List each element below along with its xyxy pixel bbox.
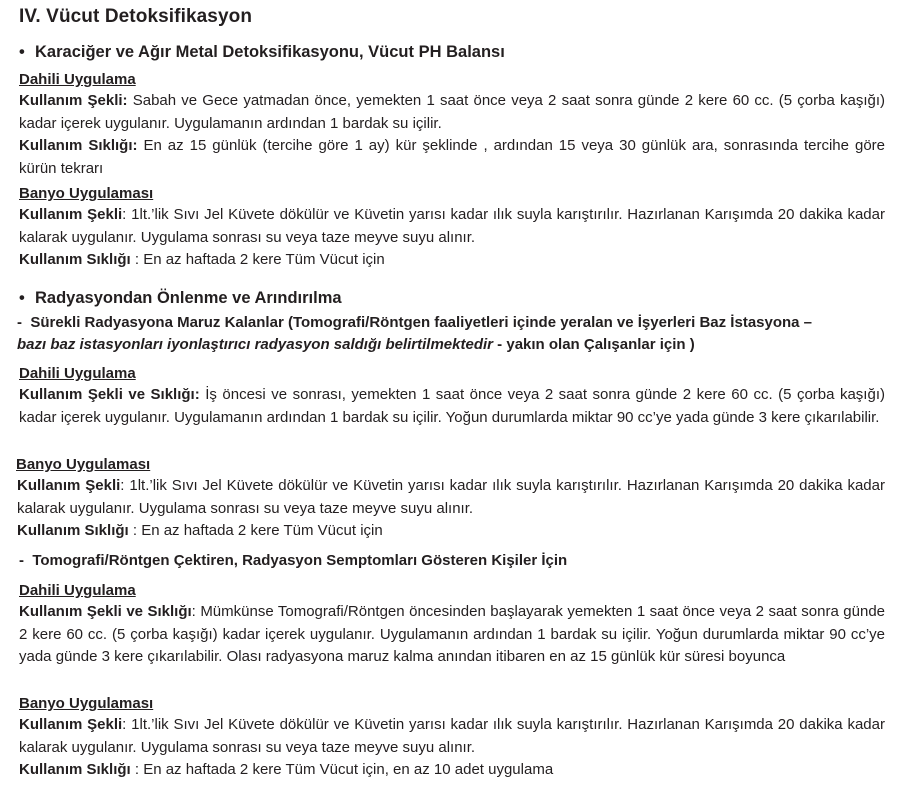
internal-use-label: Dahili Uygulama [19,71,136,88]
bath-use-usage [19,204,885,249]
bath-use-frequency [19,759,885,782]
usage-key: Kullanım Şekli [19,716,123,733]
bath-use-frequency [19,249,885,272]
usage-text: : 1lt.’lik Sıvı Jel Küvete dökülür ve Küvetin yarısı kadar ılık suyla karıştırılır. Hazırlanan Karışımda 20 dakika kadar kalarak uygulanır. Uygulama sonrası su veya taze meyve suyu alınır. [19,716,885,756]
usage-text: İş öncesi ve sonrası, yemekten 1 saat önce veya 2 saat sonra günde 2 kere 60 cc. (5 çorba kaşığı) kadar içerek uygulanır. Uygulamanın ardından 1 bardak su içilir. Yoğun durumlarda miktar 90 cc’ye yada günde 3 kere çıkarılabilir. [19,386,885,426]
frequency-text: : En az haftada 2 kere Tüm Vücut için [130,251,385,268]
section-heading-text: Radyasyondan Önlenme ve Arındırılma [35,289,342,307]
usage-text: Sabah ve Gece yatmadan önce, yemekten 1 saat önce veya 2 saat sonra günde 2 kere 60 cc. (5 çorba kaşığı) kadar içerek uygulanır. Uygulamanın ardından 1 bardak su içilir. [19,92,885,132]
frequency-key: Kullanım Sıklığı: [19,137,138,154]
usage-key: Kullanım Şekli ve Sıklığı: [19,386,200,403]
bath-use-frequency [17,520,883,543]
usage-key: Kullanım Şekli [19,206,123,223]
subsection-title-rest: - yakın olan Çalışanlar için ) [493,336,695,353]
subsection-italic-note: bazı baz istasyonları iyonlaştırıcı radyasyon saldığı belirtilmektedir [17,336,494,353]
internal-use-label: Dahili Uygulama [19,365,136,382]
usage-key: Kullanım Şekli ve Sıklığı [19,603,192,620]
section-heading-text: Karaciğer ve Ağır Metal Detoksifikasyonu, Vücut PH Balansı [35,43,505,61]
frequency-key: Kullanım Sıklığı [19,251,131,268]
bullet-icon: • [19,43,25,61]
bath-use-usage [19,714,885,759]
bath-use-label: Banyo Uygulaması [16,456,151,473]
dash-icon: - [17,314,22,331]
internal-use-usage-frequency [19,601,885,669]
frequency-text: En az 15 günlük (tercihe göre 1 ay) kür şeklinde , ardından 15 veya 30 günlük ara, sonrasında tercihe göre kürün tekrarı [19,137,885,177]
internal-use-frequency [19,135,885,180]
internal-use-label: Dahili Uygulama [19,582,136,599]
usage-key: Kullanım Şekli [17,477,121,494]
internal-use-usage [19,90,885,135]
frequency-key: Kullanım Sıklığı [19,761,131,778]
subsection-title: Sürekli Radyasyona Maruz Kalanlar (Tomografi/Röntgen faaliyetleri içinde yeralan ve İşyerleri Baz İstasyona – [30,314,813,331]
usage-text: : 1lt.’lik Sıvı Jel Küvete dökülür ve Küvetin yarısı kadar ılık suyla karıştırılır. Hazırlanan Karışımda 20 dakika kadar kalarak uygulanır. Uygulama sonrası su veya taze meyve suyu alınır. [19,206,885,246]
bath-use-label: Banyo Uygulaması [19,695,154,712]
subsection-tomography-patients [19,552,567,569]
usage-text: : 1lt.’lik Sıvı Jel Küvete dökülür ve Küvetin yarısı kadar ılık suyla karıştırılır. Hazırlanan Karışımda 20 dakika kadar kalarak uygulanır. Uygulama sonrası su veya taze meyve suyu alınır. [17,477,885,517]
section-heading-radiation [19,289,342,308]
subsection-continuous-exposure-line1 [17,314,812,331]
dash-icon: - [19,552,24,569]
usage-text: : Mümkünse Tomografi/Röntgen öncesinden başlayarak yemekten 1 saat önce veya 2 saat sonra günde 2 kere 60 cc. (5 çorba kaşığı) kadar içerek uygulanır. Uygulamanın ardından 1 bardak su içilir. Yoğun durumlarda miktar 90 cc’ye yada günde 3 kere çıkarılabilir. Olası radyasyona maruz kalma anından itibaren en az 15 günlük kür süresi boyunca [19,603,886,665]
frequency-key: Kullanım Sıklığı [17,522,129,539]
section-heading-liver-detox [19,43,505,62]
frequency-text: : En az haftada 2 kere Tüm Vücut için [128,522,383,539]
subsection-title: Tomografi/Röntgen Çektiren, Radyasyon Semptomları Gösteren Kişiler İçin [32,552,568,569]
frequency-text: : En az haftada 2 kere Tüm Vücut için, en az 10 adet uygulama [130,761,554,778]
internal-use-usage-frequency [19,384,885,429]
bullet-icon: • [19,289,25,307]
usage-key: Kullanım Şekli: [19,92,128,109]
bath-use-usage [17,475,885,520]
page-title: IV. Vücut Detoksifikasyon [19,6,253,27]
subsection-continuous-exposure-line2 [17,336,695,353]
bath-use-label: Banyo Uygulaması [19,185,154,202]
